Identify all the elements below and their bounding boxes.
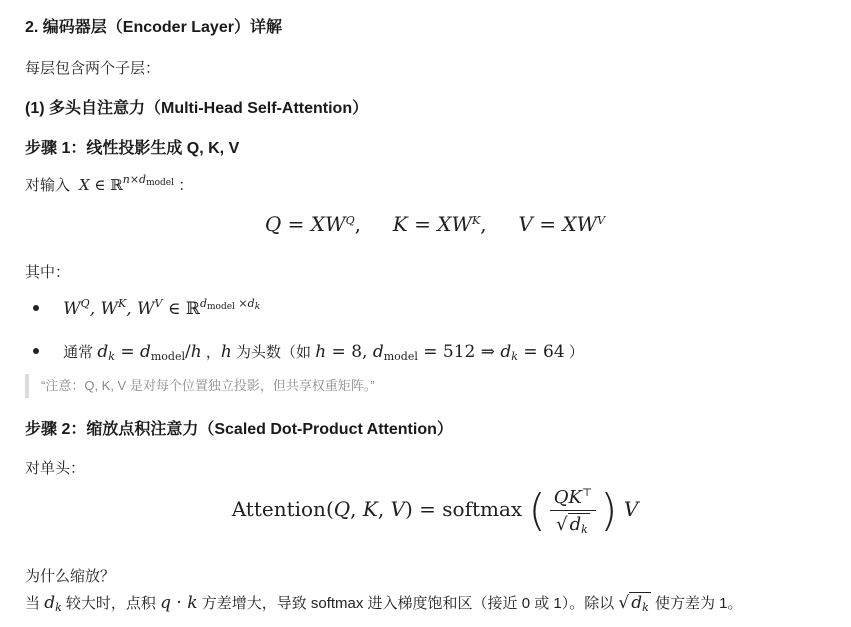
bullet2-suffix: ） bbox=[568, 344, 584, 361]
bullet2-prefix: 通常 bbox=[63, 344, 94, 361]
qkv-formula: $Q = XW^Q$, $K = XW^K$, $V = XW^V$ bbox=[264, 212, 606, 236]
why-scale-title: 为什么缩放？ bbox=[25, 568, 116, 585]
step1-input-prefix: 对输入 bbox=[25, 177, 71, 194]
step2-title: 步骤 2：缩放点积注意力（Scaled Dot-Product Attention） bbox=[25, 421, 453, 438]
why-scale-text: 当 $d_k$ 较大时，点积 q · k 方差增大，导致 softmax 进入梯度饱和区（接近 0 或 1）。除以 √ $d_k$ 使方差为 1。 bbox=[25, 593, 743, 614]
why-scale-text-2: 较大时，点积 bbox=[65, 595, 156, 612]
step1-title: 步骤 1：线性投影生成 Q, K, V bbox=[25, 140, 240, 157]
where-label: 其中： bbox=[25, 264, 71, 281]
subsection-title: (1) 多头自注意力（Multi-Head Self-Attention） bbox=[25, 100, 369, 117]
intro-text: 每层包含两个子层： bbox=[25, 60, 161, 77]
bullet-dk: 通常 $d_k = d_{model}/h$ ，h 为头数（如 h = 8, $d_{model} = 512$ ⇒ $d_k = 64$ ） bbox=[25, 341, 584, 363]
attention-fraction: $\frac{QK^⊤}{√ d_k}$ bbox=[550, 486, 597, 536]
section-title: 2. 编码器层（Encoder Layer）详解 bbox=[25, 19, 282, 36]
step1-input-line bbox=[25, 173, 193, 195]
input-formula: X ∈ ℝ$^{n\times dmodel}$ bbox=[74, 173, 175, 194]
attention-formula: Attention(Q, K, V) = softmax ( $\frac{QK^⊤}{√ d_k}$ ) V bbox=[231, 485, 639, 536]
single-head-label: 对单头： bbox=[25, 460, 86, 477]
why-scale-text-4: 使方差为 1。 bbox=[655, 595, 743, 612]
bullet2-mid: 为头数（如 bbox=[236, 344, 312, 361]
bullet-dot bbox=[33, 305, 39, 311]
why-scale-text-3: 方差增大，导致 softmax 进入梯度饱和区（接近 0 或 1）。除以 bbox=[201, 595, 615, 612]
bullet-weights: $W^Q$, $W^K$, $W^V$ ∈ ℝ$^{dmodel \times dk}$ bbox=[25, 297, 260, 319]
why-scale-text-1: 当 bbox=[25, 595, 41, 612]
step1-input-suffix: ： bbox=[178, 177, 194, 194]
note-quote: “注意：Q, K, V 是对每个位置独立投影，但共享权重矩阵。” bbox=[25, 374, 375, 398]
bullet-dot bbox=[33, 348, 39, 354]
